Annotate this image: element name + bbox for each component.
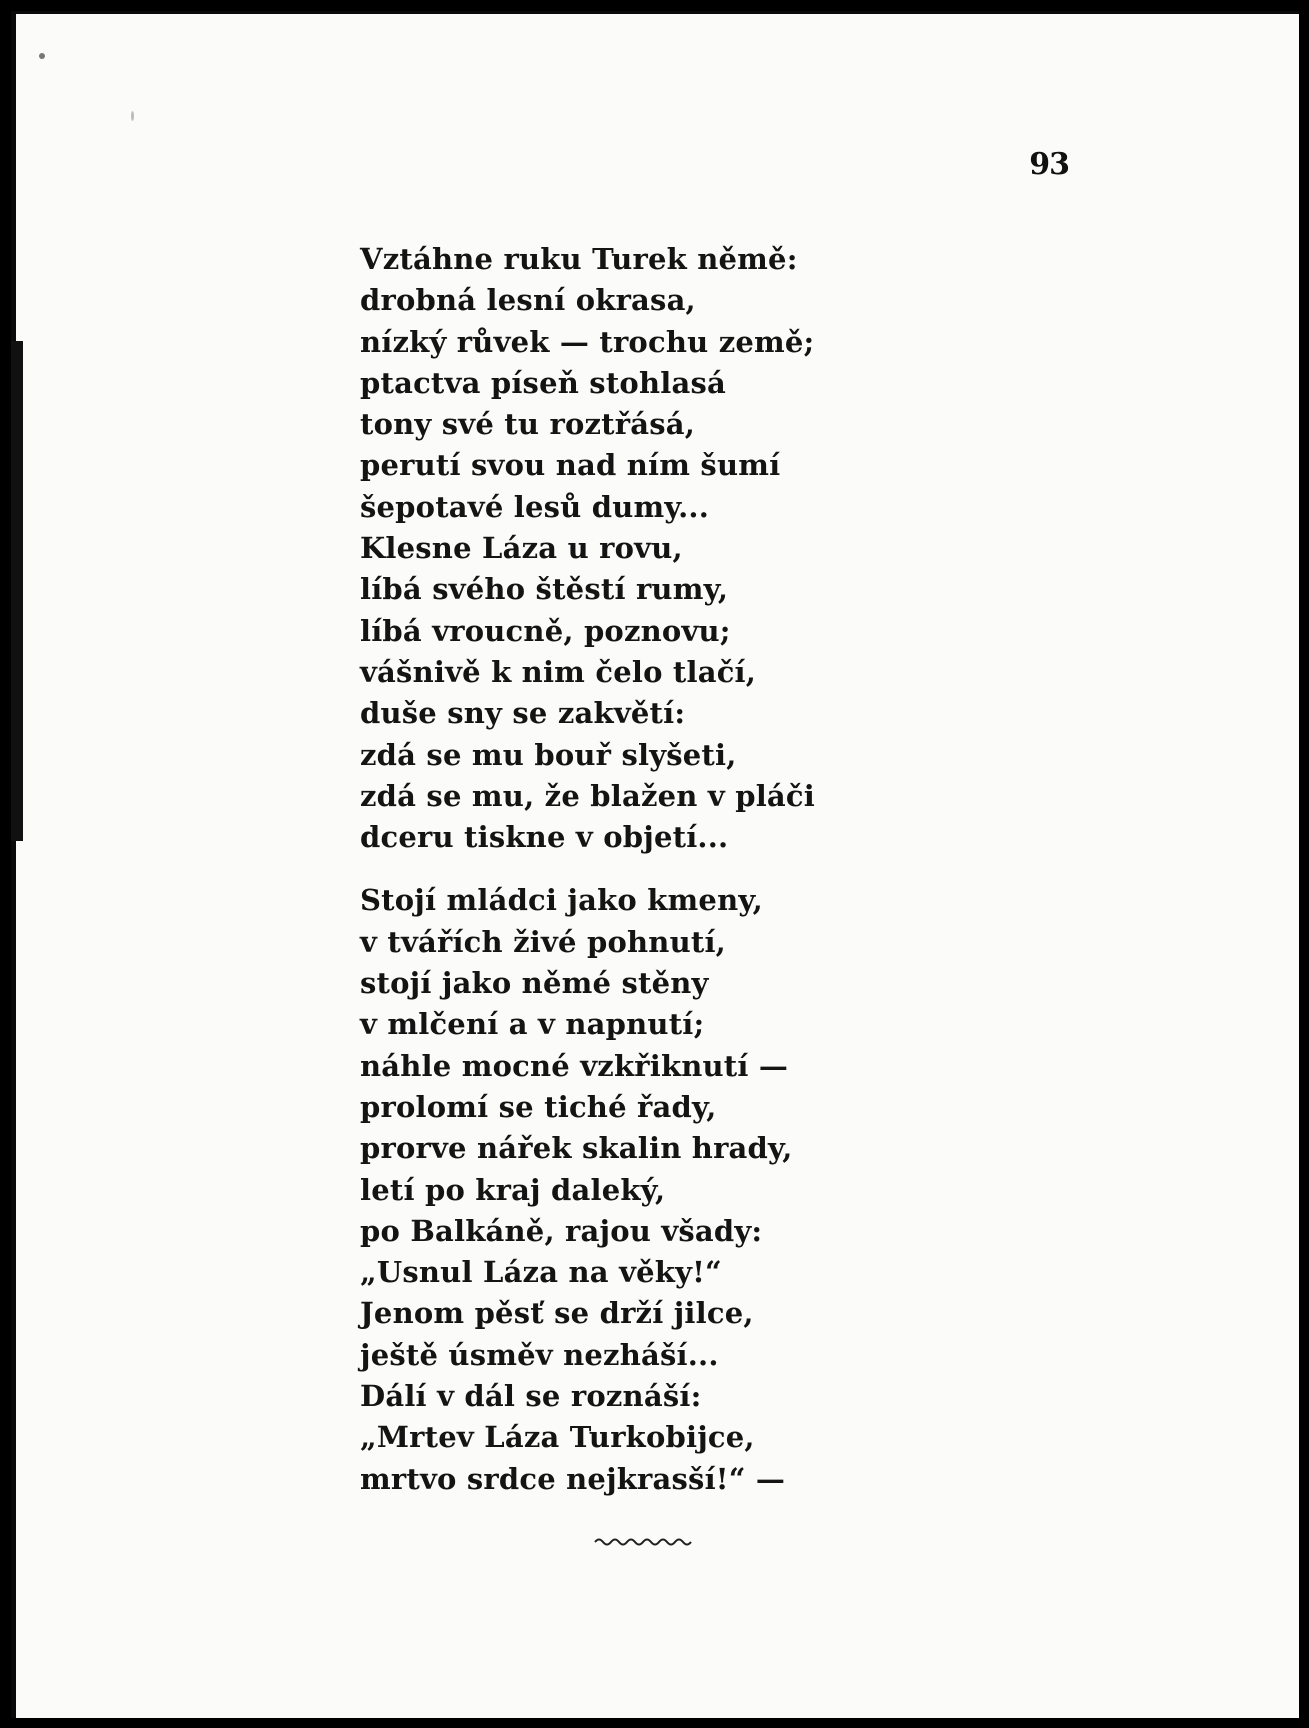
book-page xyxy=(11,11,1299,1718)
poem-line: drobná lesní okrasa, xyxy=(360,283,696,318)
poem-line: Jenom pěsť se drží jilce, xyxy=(360,1296,754,1331)
poem-line: náhle mocné vzkřiknutí — xyxy=(360,1048,789,1083)
poem-line: vášnivě k nim čelo tlačí, xyxy=(360,654,757,689)
poem-line: Dálí v dál se roznáší: xyxy=(360,1379,702,1414)
poem-line: v tvářích živé pohnutí, xyxy=(360,924,726,959)
poem-line: v mlčení a v napnutí; xyxy=(360,1007,705,1042)
poem-line: zdá se mu, že blažen v pláči xyxy=(360,778,815,813)
poem-line: ještě úsměv nezháší... xyxy=(360,1337,719,1372)
poem-line: stojí jako němé stěny xyxy=(360,966,709,1001)
stanza-2 xyxy=(360,880,815,1499)
poem-line: perutí svou nad ním šumí xyxy=(360,448,781,483)
poem-line: líbá vroucně, poznovu; xyxy=(360,613,731,648)
wavy-line-ornament-icon xyxy=(593,1535,697,1549)
poem-line: dceru tiskne v objetí... xyxy=(360,820,729,855)
poem-line: prolomí se tiché řady, xyxy=(360,1089,717,1124)
poem-line: mrtvo srdce nejkrasší!“ — xyxy=(360,1461,786,1496)
page-number: 93 xyxy=(1029,147,1069,182)
poem-line: Vztáhne ruku Turek němě: xyxy=(360,242,798,276)
poem-line: prorve nářek skalin hrady, xyxy=(360,1131,793,1166)
scan-left-edge xyxy=(11,11,16,1718)
poem-line: Stojí mládci jako kmeny, xyxy=(360,883,763,918)
poem xyxy=(360,239,815,1500)
poem-line: ptactva píseň stohlasá xyxy=(360,365,726,400)
stanza-1 xyxy=(360,239,815,858)
poem-line: letí po kraj daleký, xyxy=(360,1172,666,1207)
scan-left-shadow xyxy=(11,341,23,841)
poem-line: nízký růvek — trochu země; xyxy=(360,324,815,359)
poem-line: šepotavé lesů dumy... xyxy=(360,489,710,524)
poem-line: tony své tu roztřásá, xyxy=(360,407,696,442)
poem-line: duše sny se zakvětí: xyxy=(360,696,686,731)
scan-speck xyxy=(131,111,134,121)
poem-line: líbá svého štěstí rumy, xyxy=(360,572,729,607)
scan-top-edge xyxy=(11,11,1299,14)
poem-line: po Balkáně, rajou všady: xyxy=(360,1213,763,1248)
poem-line: Klesne Láza u rovu, xyxy=(360,531,683,566)
poem-line: „Usnul Láza na věky!“ xyxy=(360,1255,722,1290)
scan-speck xyxy=(39,53,45,59)
poem-line: zdá se mu bouř slyšeti, xyxy=(360,737,737,772)
poem-line: „Mrtev Láza Turkobijce, xyxy=(360,1420,755,1455)
